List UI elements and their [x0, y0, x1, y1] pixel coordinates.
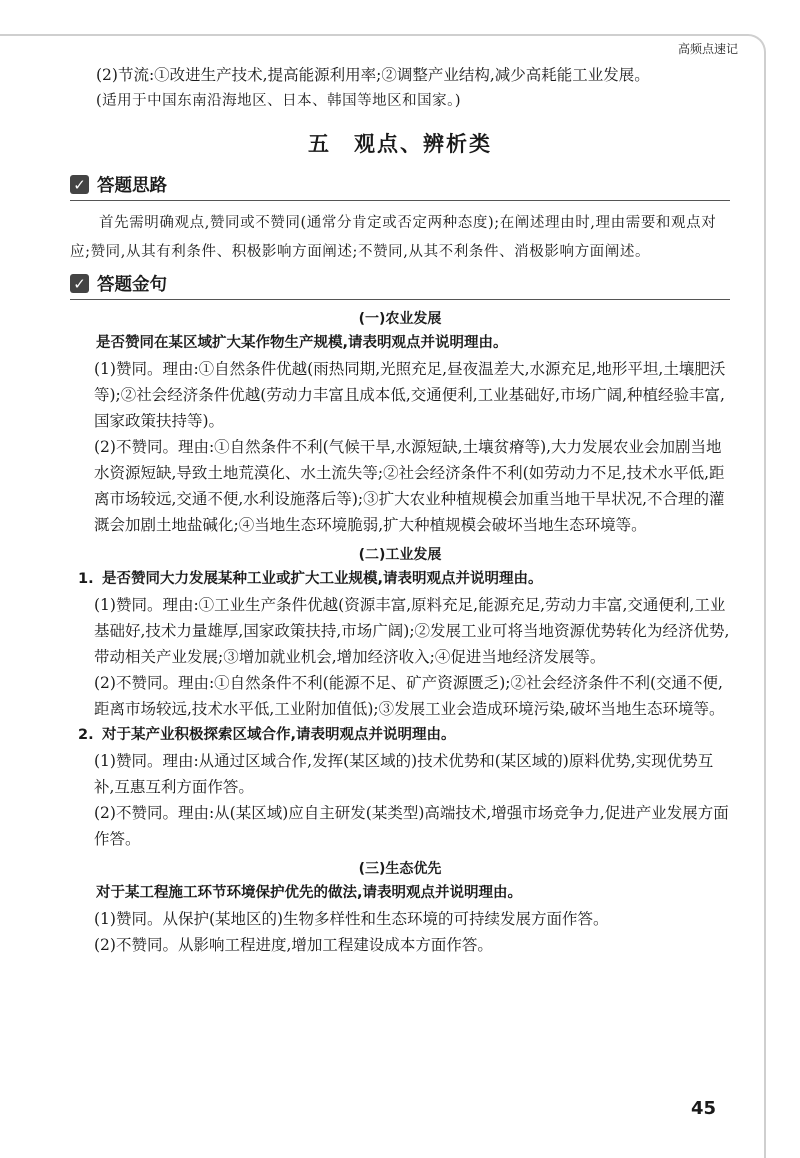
eco-agree: (1)赞同。从保护(某地区的)生物多样性和生态环境的可持续发展方面作答。	[94, 910, 609, 928]
agri-title: (一)农业发展	[358, 311, 442, 327]
thinking-text: 首先需明确观点,赞同或不赞同(通常分肯定或否定两种态度);在阐述理由时,理由需要和观点对应;赞同,从其有利条件、积极影响方面阐述;不赞同,从其不利条件、消极影响方面阐述。	[70, 215, 717, 260]
agri-agree: (1)赞同。理由:①自然条件优越(雨热同期,光照充足,昼夜温差大,水源充足,地形平坦,土壤肥沃等);②社会经济条件优越(劳动力丰富且成本低,交通便利,工业基础好,市场广阔,种植经验丰富,国家政策扶持等)。	[94, 360, 726, 430]
thinking-heading-label: 答题思路	[97, 176, 167, 196]
industry-q1-disagree: (2)不赞同。理由:①自然条件不利(能源不足、矿产资源匮乏);②社会经济条件不利(交通不便,距离市场较远,技术水平低,工业附加值低);③发展工业会造成环境污染,破坏当地生态环境等。	[94, 674, 725, 718]
checkbox-icon: ✓	[70, 175, 89, 194]
eco-disagree: (2)不赞同。从影响工程进度,增加工程建设成本方面作答。	[94, 936, 493, 954]
golden-heading-label: 答题金句	[97, 275, 167, 295]
industry-q1	[52, 566, 730, 592]
industry-q1-number: 1.	[78, 571, 94, 587]
thinking-heading	[70, 172, 730, 201]
page-number: 45	[690, 1098, 716, 1119]
industry-q2-disagree: (2)不赞同。理由:从(某区域)应自主研发(某类型)高端技术,增强市场竞争力,促进产业发展方面作答。	[94, 804, 729, 848]
industry-q2-agree: (1)赞同。理由:从通过区域合作,发挥(某区域的)技术优势和(某区域的)原料优势,实现优势互补,互惠互利方面作答。	[94, 752, 714, 796]
industry-q2-question: 对于某产业积极探索区域合作,请表明观点并说明理由。	[102, 727, 456, 743]
agri-question: 是否赞同在某区域扩大某作物生产规模,请表明观点并说明理由。	[96, 335, 508, 351]
eco-question: 对于某工程施工环节环境保护优先的做法,请表明观点并说明理由。	[96, 885, 523, 901]
page-content	[70, 62, 730, 958]
section-title: 五 观点、辨析类	[308, 132, 492, 156]
eco-title: (三)生态优先	[358, 861, 442, 877]
industry-q2	[52, 722, 730, 748]
intro-line-1: (2)节流:①改进生产技术,提高能源利用率;②调整产业结构,减少高耗能工业发展。	[96, 66, 650, 84]
industry-q1-question: 是否赞同大力发展某种工业或扩大工业规模,请表明观点并说明理由。	[102, 571, 543, 587]
agri-disagree: (2)不赞同。理由:①自然条件不利(气候干旱,水源短缺,土壤贫瘠等),大力发展农业会加剧当地水资源短缺,导致土地荒漠化、水土流失等;②社会经济条件不利(如劳动力不足,技术水平低,距离市场较远,交通不便,水利设施落后等);③扩大农业种植规模会加重当地干旱状况,不合理的灌溉会加剧土地盐碱化;④当地生态环境脆弱,扩大种植规模会破坏当地生态环境等。	[94, 438, 725, 534]
golden-heading	[70, 271, 730, 300]
intro-line-2: (适用于中国东南沿海地区、日本、韩国等地区和国家。)	[96, 93, 462, 109]
industry-q2-number: 2.	[78, 727, 94, 743]
checkbox-icon: ✓	[70, 274, 89, 293]
industry-title: (二)工业发展	[358, 547, 442, 563]
industry-q1-agree: (1)赞同。理由:①工业生产条件优越(资源丰富,原料充足,能源充足,劳动力丰富,交通便利,工业基础好,技术力量雄厚,国家政策扶持,市场广阔);②发展工业可将当地资源优势转化为经济优势,带动相关产业发展;③增加就业机会,增加经济收入;④促进当地经济发展等。	[94, 596, 730, 666]
running-head: 高频点速记	[677, 42, 738, 56]
